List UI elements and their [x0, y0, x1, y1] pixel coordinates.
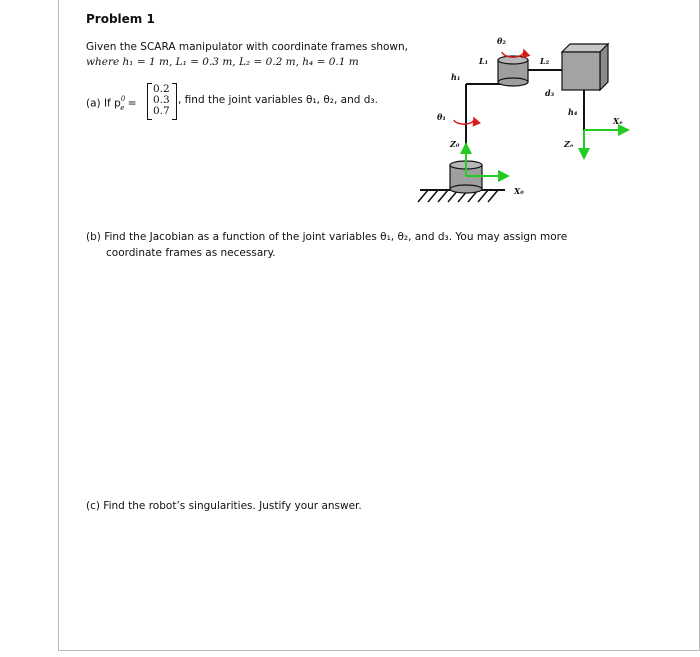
- theta1-rotation-arrow: [454, 118, 474, 124]
- label-Xe: Xₑ: [613, 116, 623, 126]
- part-b-line-2: coordinate frames as necessary.: [106, 247, 276, 259]
- vector-z: 0.7: [153, 105, 170, 117]
- given-line-1: Given the SCARA manipulator with coordinate frames shown,: [86, 41, 408, 53]
- given-line-2: where h₁ = 1 m, L₁ = 0.3 m, L₂ = 0.2 m, h₄ = 0.1 m: [86, 56, 359, 68]
- part-b-line-1: (b) Find the Jacobian as a function of the joint variables θ₁, θ₂, and d₃. You may assign more: [86, 231, 568, 243]
- label-X0: X₀: [514, 186, 524, 196]
- label-L1: L₁: [479, 56, 489, 66]
- joint2-cylinder: [498, 56, 528, 86]
- vector-x: 0.2: [153, 83, 170, 95]
- label-d3: d₃: [545, 88, 555, 98]
- problem-title: Problem 1: [86, 12, 155, 26]
- label-Z0: Z₀: [450, 139, 460, 149]
- label-h1: h₁: [451, 72, 461, 82]
- part-a-equals: =: [124, 97, 137, 110]
- part-a-sub: e: [120, 103, 125, 112]
- part-c-text: (c) Find the robot’s singularities. Justify your answer.: [86, 500, 362, 512]
- label-theta2: θ₂: [497, 36, 506, 46]
- label-Ze: Zₑ: [564, 139, 574, 149]
- part-a-prefix: (a) If p: [86, 97, 121, 110]
- label-L2: L₂: [540, 56, 550, 66]
- prismatic-joint-box: [562, 44, 608, 90]
- part-a-sup: 0: [120, 95, 126, 103]
- label-theta1: θ₁: [437, 112, 446, 122]
- label-h4: h₄: [568, 107, 578, 117]
- vector-y: 0.3: [153, 94, 170, 106]
- part-a-suffix: , find the joint variables θ₁, θ₂, and d₃.: [178, 94, 378, 106]
